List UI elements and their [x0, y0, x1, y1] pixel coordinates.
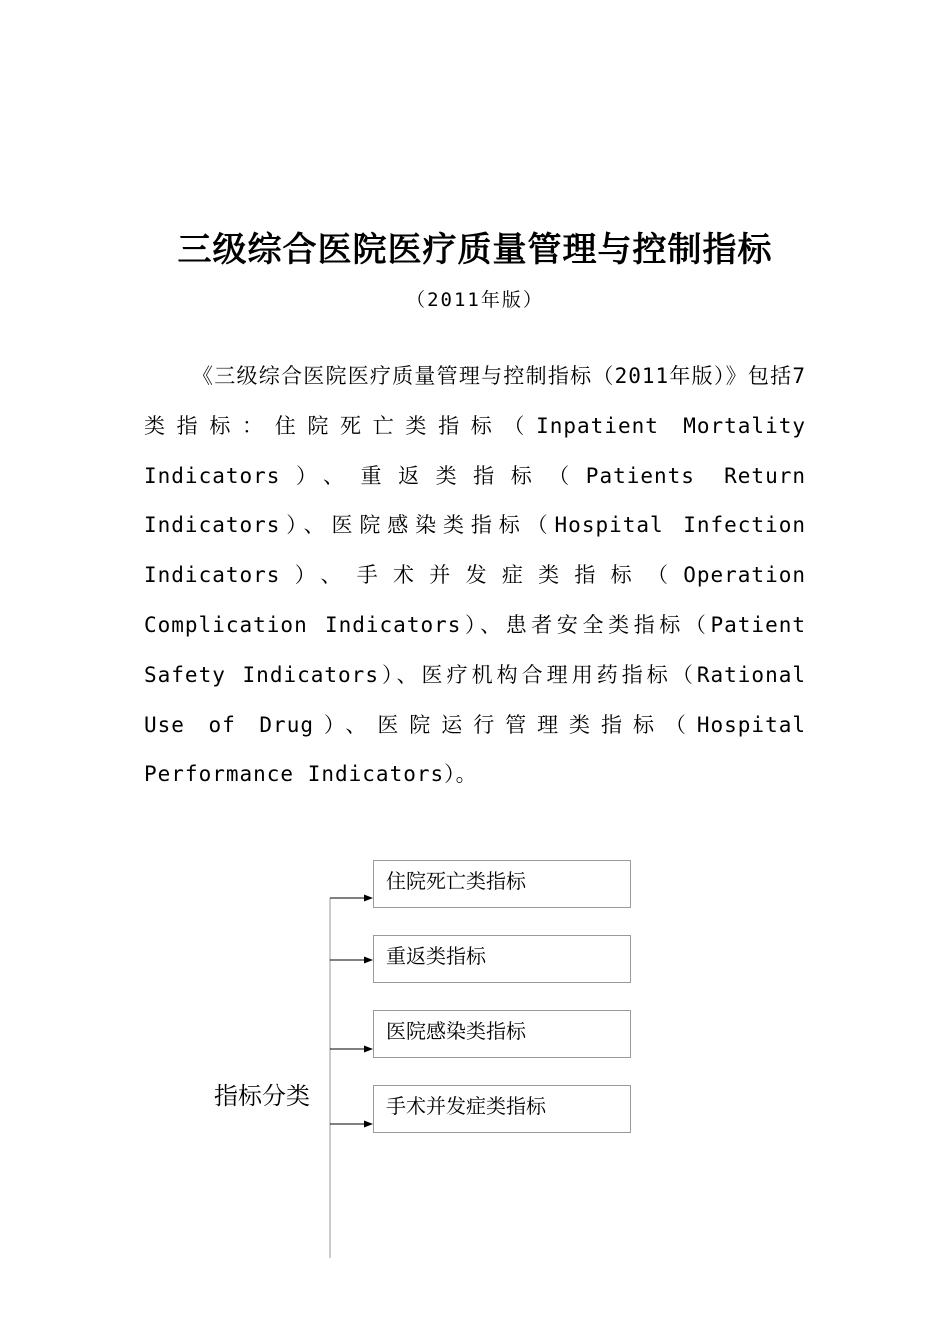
category-box-hospital-infection: 医院感染类指标	[373, 1010, 631, 1058]
diagram-connector-3	[330, 1046, 373, 1053]
diagram-root-label: 指标分类	[214, 1082, 310, 1110]
diagram-connector-2	[330, 957, 373, 964]
diagram-connector-4	[330, 1121, 373, 1128]
category-box-operation-complication: 手术并发症类指标	[373, 1085, 631, 1133]
document-title: 三级综合医院医疗质量管理与控制指标	[177, 230, 773, 270]
intro-paragraph: 《三级综合医院医疗质量管理与控制指标（2011年版）》包括7类指标：住院死亡类指标（Inpatient Mortality Indicators）、重返类指标（Patients Return Indicators）、医院感染类指标（Hospital Infection Indicators）、手术并发症类指标（Operation Complication Indicators）、患者安全类指标（Patient Safety Indicators）、医疗机构合理用药指标（Rational Use of Drug）、医院运行管理类指标（Hospital Performance Indicators）。	[144, 364, 806, 787]
category-box-patients-return: 重返类指标	[373, 935, 631, 983]
document-subtitle: （2011年版）	[406, 289, 544, 311]
diagram-connector-1	[330, 895, 373, 902]
category-box-inpatient-mortality: 住院死亡类指标	[373, 860, 631, 908]
